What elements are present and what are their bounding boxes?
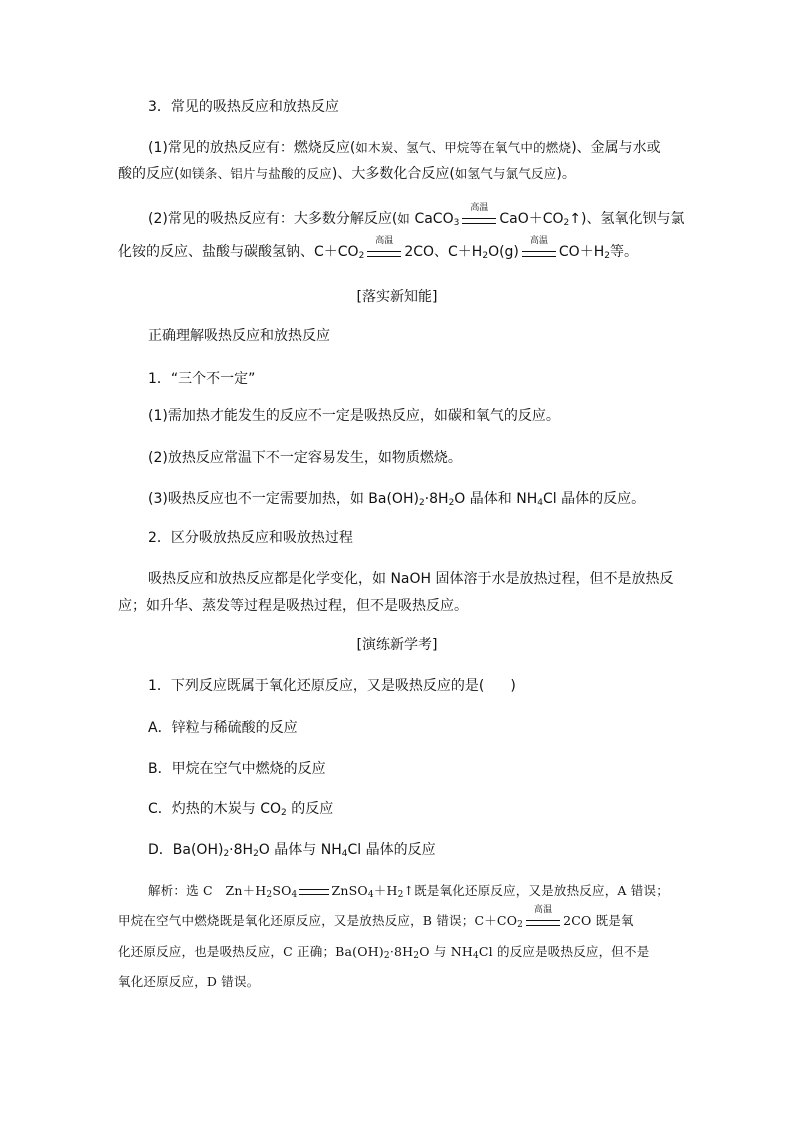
exo-line-2: 酸的反应(如镁条、铝片与盐酸的反应)、大多数化合反应(如氢气与氯气反应)。: [118, 166, 576, 182]
subtitle: 正确理解吸热反应和放热反应: [148, 328, 330, 344]
endo-line-1: (2)常见的吸热反应有：大多数分解反应(如 CaCO$_3$ 高温 $CaO+CO_2↑$)、氢氧化钡与氯: [148, 203, 685, 228]
option-d: D．$Ba(OH)_2\cdot 8H_2O$ 晶体与 $NH_4Cl$ 晶体的反应: [148, 842, 436, 859]
point-2-text-1: 吸热反应和放热反应都是化学变化，如 NaOH 固体溶于水是放热过程，但不是放热反: [148, 571, 674, 587]
point-1-3: (3)吸热反应也不一定需要加热，如 $Ba(OH)_2\cdot 8H_2O$ 晶体和 $NH_4Cl$ 晶体的反应。: [148, 491, 646, 508]
point-1-2: (2)放热反应常温下不一定容易发生，如物质燃烧。: [148, 450, 462, 466]
option-c: C．灼热的木炭与 $CO_2$ 的反应: [148, 801, 334, 818]
exo-note-2: 如镁条、铝片与盐酸的反应: [179, 166, 332, 181]
question-1: 1．下列反应既属于氧化还原反应，又是吸热反应的是( ): [148, 678, 516, 694]
heading-new-ability: [落实新知能]: [356, 289, 438, 305]
exo-note-1: 如木炭、氢气、甲烷等在氧气中的燃烧: [355, 140, 572, 155]
explanation-line-2: 甲烷在空气中燃烧既是氧化还原反应，又是放热反应，B 错误；$C+CO_2$ 高温 2CO 既是氧: [118, 905, 634, 930]
heading-practice: [演练新学考]: [356, 637, 438, 653]
exo-line-1: (1)常见的放热反应有：燃烧反应(如木炭、氢气、甲烷等在氧气中的燃烧)、金属与水或: [148, 140, 661, 156]
high-temp-condition: 高温: [367, 242, 401, 262]
explanation-line-3: 化还原反应，也是吸热反应，C 正确；$Ba(OH)_2\cdot 8H_2O$ 与 $NH_4Cl$ 的反应是吸热反应，但不是: [118, 944, 650, 961]
option-b: B．甲烷在空气中燃烧的反应: [148, 761, 326, 777]
high-temp-condition: 高温: [526, 911, 560, 931]
section-3-title: 3．常见的吸热反应和放热反应: [148, 99, 339, 115]
equals-sign: [299, 889, 329, 895]
point-1-1: (1)需加热才能发生的反应不一定是吸热反应，如碳和氧气的反应。: [148, 408, 560, 424]
endo-line-2: 化铵的反应、盐酸与碳酸氢钠、$C+CO_2$ 高温 2CO、$C+H_2O(g)$ 高温 $CO+H_2$等。: [118, 236, 638, 261]
high-temp-condition: 高温: [462, 209, 496, 229]
exo-note-3: 如氢气与氯气反应: [454, 166, 557, 181]
point-1-title: 1．“三个不一定”: [148, 371, 256, 387]
explanation-line-1: 解析：选 C $Zn+H_2SO_4$ $ZnSO_4+H_2↑$既是氧化还原反应，又是放热反应，A 错误；: [148, 883, 669, 900]
point-2-text-2: 应；如升华、蒸发等过程是吸热过程，但不是吸热反应。: [118, 598, 468, 614]
explanation-line-4: 氧化还原反应，D 错误。: [118, 974, 260, 989]
option-a: A．锌粒与稀硫酸的反应: [148, 720, 298, 736]
high-temp-condition: 高温: [522, 242, 556, 262]
point-2-title: 2．区分吸放热反应和吸放热过程: [148, 530, 353, 546]
